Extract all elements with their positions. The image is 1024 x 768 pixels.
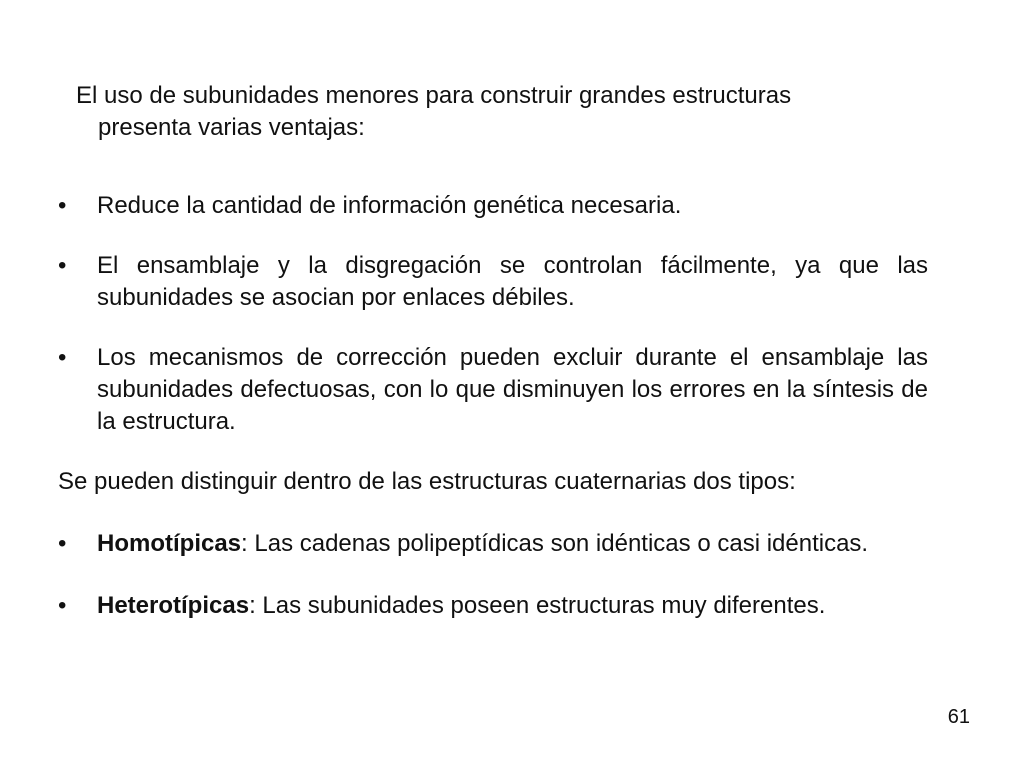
type-term: Heterotípicas bbox=[97, 592, 250, 619]
bullet-marker: • bbox=[58, 192, 67, 219]
advantage-item-1 bbox=[58, 190, 928, 222]
type-term: Homotípicas bbox=[97, 530, 242, 557]
type-definition: : Las cadenas polipeptídicas son idénticas o casi idénticas. bbox=[241, 530, 869, 557]
type-item-homotipicas bbox=[58, 528, 928, 560]
types-intro: Se pueden distinguir dentro de las estructuras cuaternarias dos tipos: bbox=[58, 468, 796, 495]
page-number: 61 bbox=[947, 706, 970, 728]
advantage-item-3 bbox=[58, 342, 928, 438]
bullet-marker: • bbox=[58, 344, 67, 371]
bullet-marker: • bbox=[58, 530, 67, 557]
bullet-marker: • bbox=[58, 252, 67, 279]
type-text bbox=[97, 590, 928, 622]
advantage-text: El ensamblaje y la disgregación se controlan fácilmente, ya que las subunidades se asocian por enlaces débiles. bbox=[97, 252, 928, 311]
intro-line-1: El uso de subunidades menores para construir grandes estructuras bbox=[76, 82, 792, 109]
advantage-text: Los mecanismos de corrección pueden excluir durante el ensamblaje las subunidades defectuosas, con lo que disminuyen los errores en la síntesis de la estructura. bbox=[97, 344, 928, 435]
intro-paragraph bbox=[76, 80, 876, 144]
bullet-marker: • bbox=[58, 592, 67, 619]
advantage-text: Reduce la cantidad de información genética necesaria. bbox=[97, 192, 682, 219]
type-text bbox=[97, 528, 928, 560]
type-definition: : Las subunidades poseen estructuras muy diferentes. bbox=[249, 592, 826, 619]
type-item-heterotipicas bbox=[58, 590, 928, 622]
intro-line-2: presenta varias ventajas: bbox=[98, 114, 365, 141]
advantage-item-2 bbox=[58, 250, 928, 314]
